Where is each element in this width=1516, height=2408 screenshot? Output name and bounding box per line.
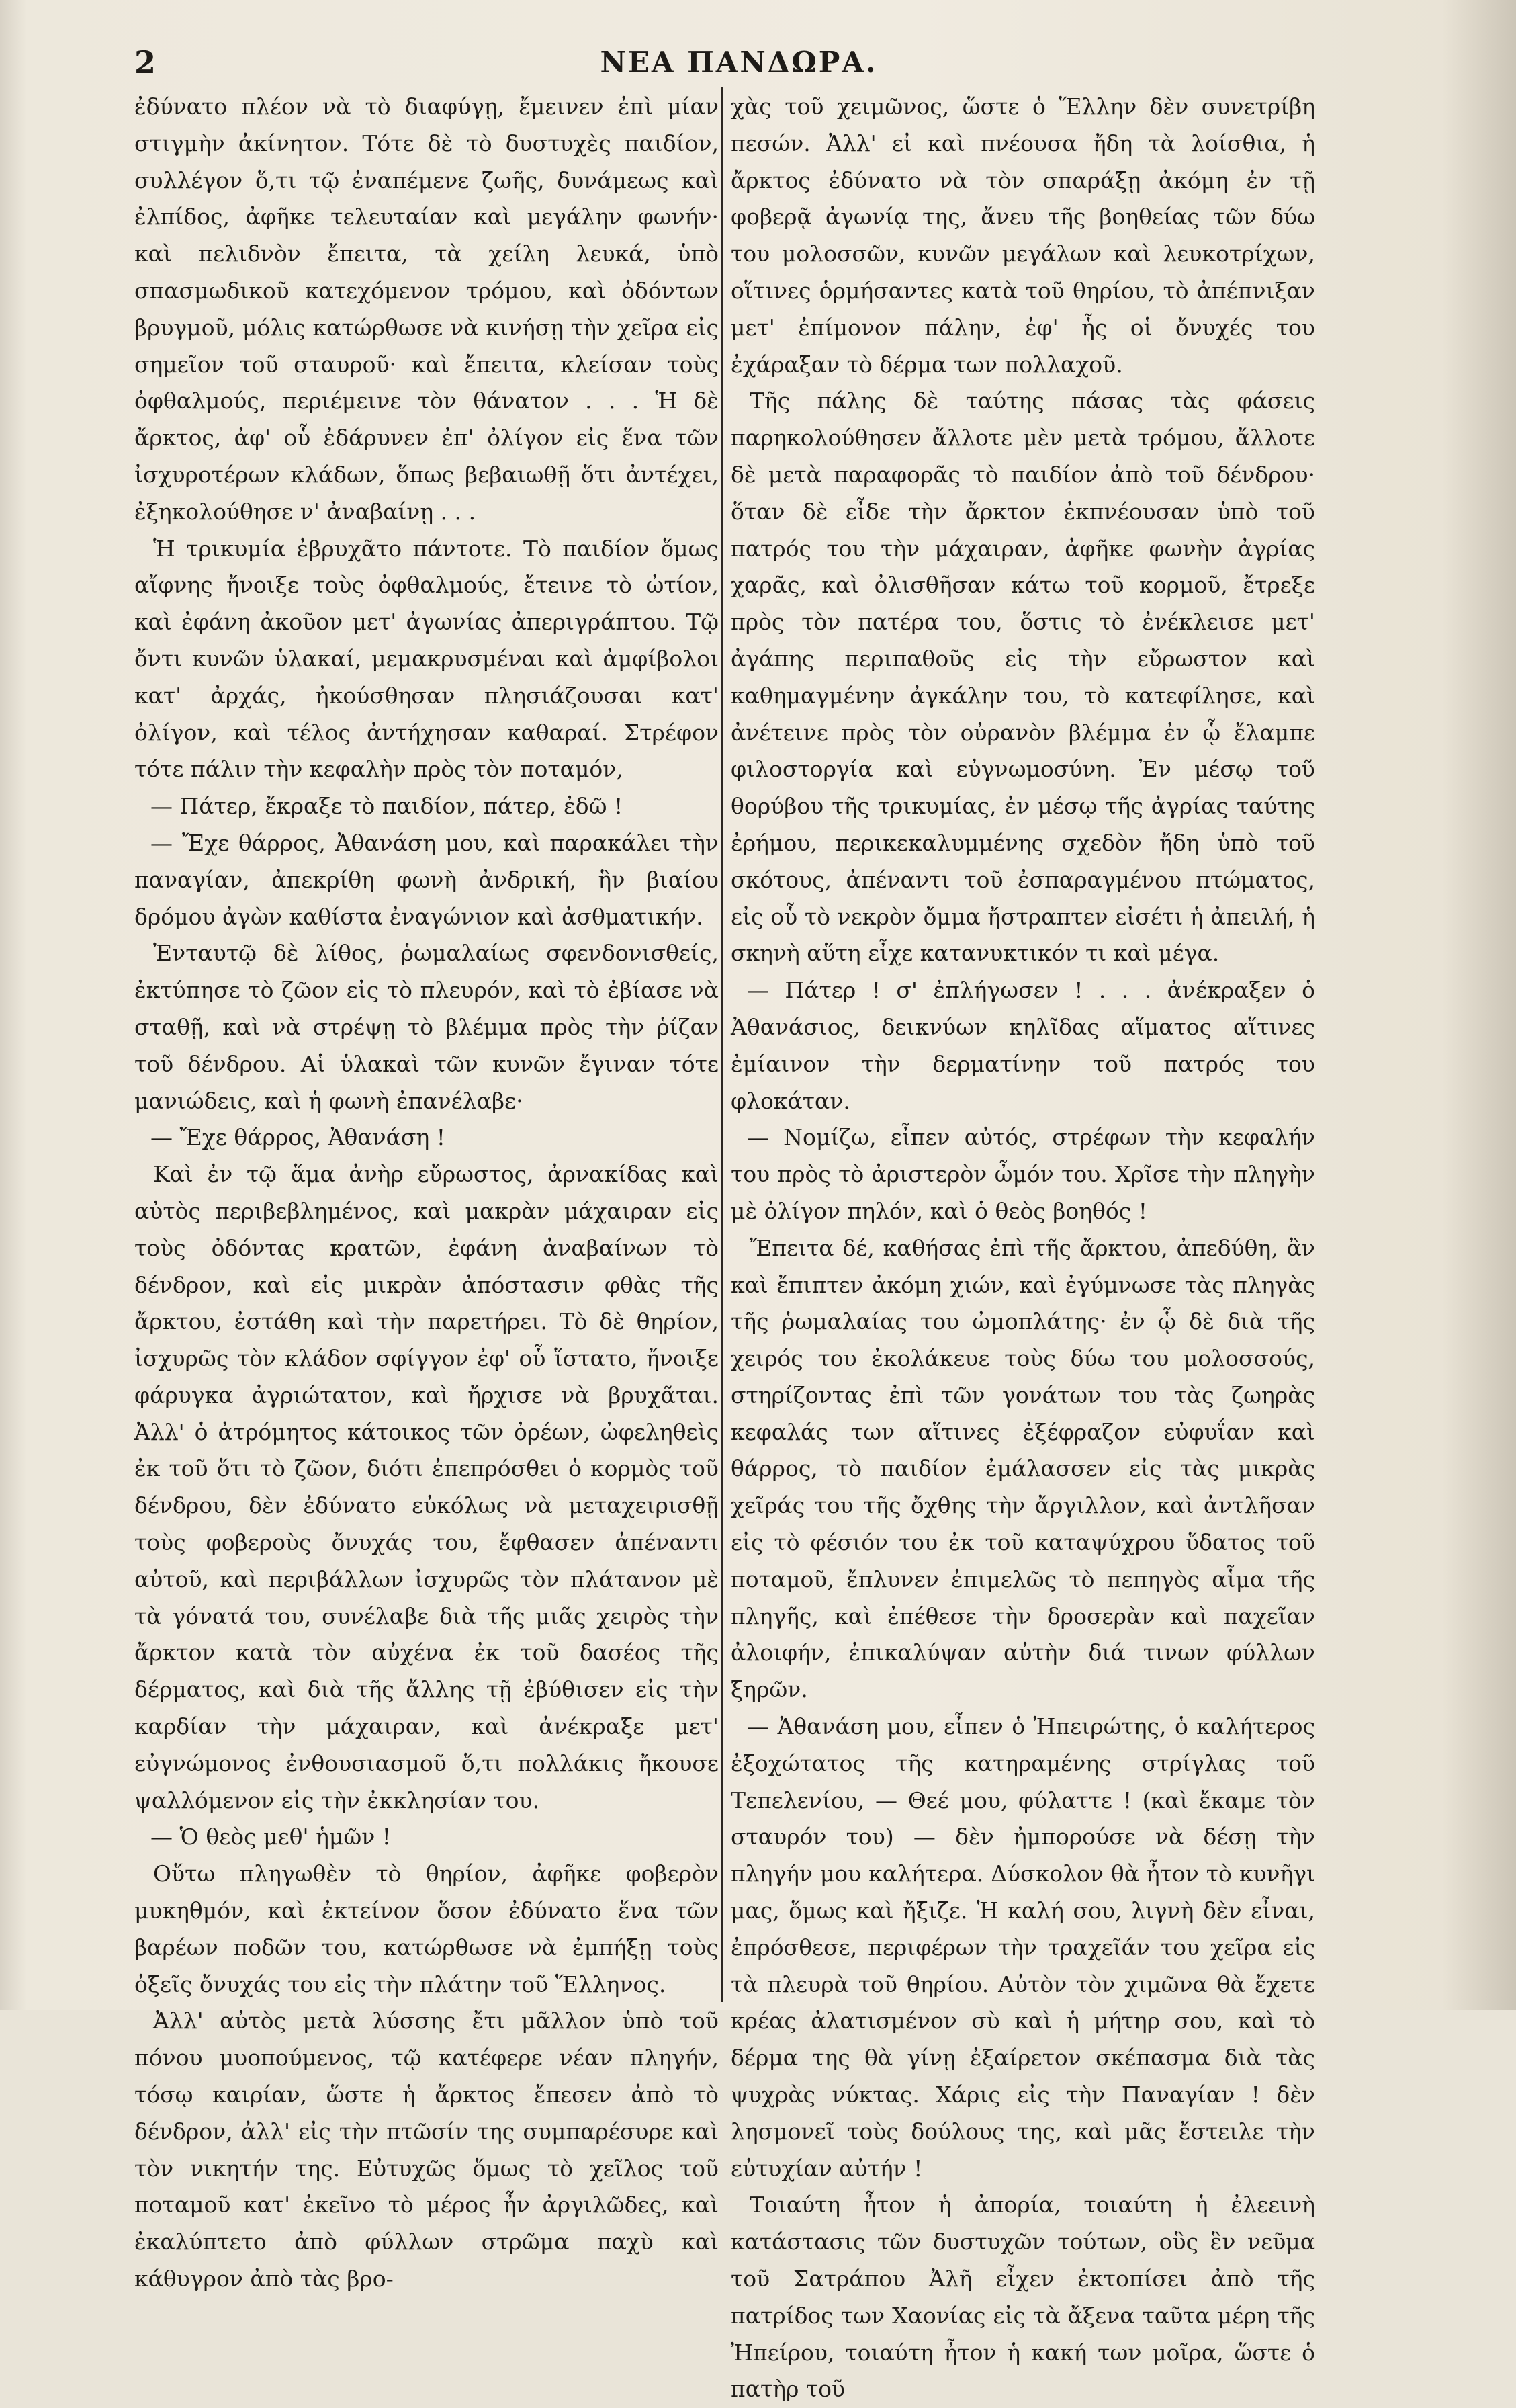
journal-title: ΝΕΑ ΠΑΝΔΩΡΑ.	[600, 46, 878, 79]
page-header	[134, 44, 1343, 91]
dialogue-line: — Πάτερ ! σ' ἐπλήγωσεν ! . . . ἀνέκραξεν ὁ Ἀθανάσιος, δεικνύων κηλῖδας αἵματος αἵτινες ἐμίαινον τὴν δερματίνην τοῦ πατρός του φλοκάταν.	[731, 977, 1315, 1114]
paragraph: Τῆς πάλης δὲ ταύτης πάσας τὰς φάσεις παρηκολούθησεν ἄλλοτε μὲν μετὰ τρόμου, ἄλλοτε δὲ μετὰ παραφορᾶς τὸ παιδίον ἀπὸ τοῦ δένδρου· ὅταν δὲ εἶδε τὴν ἄρκτον ἐκπνέουσαν ὑπὸ τοῦ πατρός του τὴν μάχαιραν, ἀφῆκε φωνὴν ἀγρίας χαρᾶς, καὶ ὀλισθῆσαν κάτω τοῦ κορμοῦ, ἔτρεξε πρὸς τὸν πατέρα του, ὅστις τὸ ἐνέκλεισε μετ' ἀγάπης περιπαθοῦς εἰς τὴν εὔρωστον καὶ καθημαγμένην ἀγκάλην του, τὸ κατεφίλησε, καὶ ἀνέτεινε πρὸς τὸν οὐρανὸν βλέμμα ἐν ᾧ ἔλαμπε φιλοστοργία καὶ εὐγνωμοσύνη. Ἐν μέσῳ τοῦ θορύβου τῆς τρικυμίας, ἐν μέσῳ τῆς ἀγρίας ταύτης ἐρήμου, περικεκαλυμμένης σχεδὸν ἤδη ὑπὸ τοῦ σκότους, ἀπέναντι τοῦ ἐσπαραγμένου πτώματος, εἰς οὗ τὸ νεκρὸν ὄμμα ἤστραπτεν εἰσέτι ἡ ἀπειλή, ἡ σκηνὴ αὕτη εἶχε κατανυκτικόν τι καὶ μέγα.	[731, 388, 1315, 967]
paragraph: ἐδύνατο πλέον νὰ τὸ διαφύγῃ, ἔμεινεν ἐπὶ μίαν στιγμὴν ἀκίνητον. Τότε δὲ τὸ δυστυχὲς παιδίον, συλλέγον ὅ,τι τῷ ἐναπέμενε ζωῆς, δυνάμεως καὶ ἐλπίδος, ἀφῆκε τελευταίαν καὶ μεγάλην φωνήν· καὶ πελιδνὸν ἔπειτα, τὰ χείλη λευκά, ὑπὸ σπασμωδικοῦ κατεχόμενον τρόμου, καὶ ὀδόντων βρυγμοῦ, μόλις κατώρθωσε νὰ κινήσῃ τὴν χεῖρα εἰς σημεῖον τοῦ σταυροῦ· καὶ ἔπειτα, κλείσαν τοὺς ὀφθαλμούς, περιέμεινε τὸν θάνατον . . . Ἡ δὲ ἄρκτος, ἀφ' οὗ ἐδάρυνεν ἐπ' ὀλίγον εἰς ἕνα τῶν ἰσχυροτέρων κλάδων, ὅπως βεβαιωθῇ ὅτι ἀντέχει, ἐξηκολούθησε ν' ἀναβαίνῃ . . .	[134, 93, 719, 525]
dialogue-line: — Πάτερ, ἔκραξε τὸ παιδίον, πάτερ, ἐδῶ !	[150, 793, 623, 820]
dialogue-line: — Νομίζω, εἶπεν αὐτός, στρέφων τὴν κεφαλήν του πρὸς τὸ ἀριστερὸν ὦμόν του. Χρῖσε τὴν πληγὴν μὲ ὀλίγον πηλόν, καὶ ὁ θεὸς βοηθός !	[731, 1124, 1315, 1224]
page-right-edge-shade	[1442, 0, 1516, 2010]
dialogue-line: — Ἔχε θάρρος, Ἀθανάση μου, καὶ παρακάλει τὴν παναγίαν, ἀπεκρίθη φωνὴ ἀνδρική, ἣν βιαίου δρόμου ἀγὼν καθίστα ἐναγώνιον καὶ ἀσθματικήν.	[134, 829, 719, 930]
paragraph: Καὶ ἐν τῷ ἅμα ἀνὴρ εὔρωστος, ἀρνακίδας καὶ αὐτὸς περιβεβλημένος, καὶ μακρὰν μάχαιραν εἰς τοὺς ὀδόντας κρατῶν, ἐφάνη ἀναβαίνων τὸ δένδρον, καὶ εἰς μικρὰν ἀπόστασιν φθὰς τῆς ἄρκτου, ἐστάθη καὶ τὴν παρετήρει. Τὸ δὲ θηρίον, ἰσχυρῶς τὸν κλάδον σφίγγον ἐφ' οὗ ἵστατο, ἤνοιξε φάρυγκα ἀγριώτατον, καὶ ἤρχισε νὰ βρυχᾶται. Ἀλλ' ὁ ἀτρόμητος κάτοικος τῶν ὀρέων, ὠφεληθεὶς ἐκ τοῦ ὅτι τὸ ζῶον, διότι ἐπεπρόσθει ὁ κορμὸς τοῦ δένδρου, δὲν ἐδύνατο εὐκόλως νὰ μεταχειρισθῇ τοὺς φοβεροὺς ὄνυχάς του, ἔφθασεν ἀπέναντι αὐτοῦ, καὶ περιβάλλων ἰσχυρῶς τὸν πλάτανον μὲ τὰ γόνατά του, συνέλαβε διὰ τῆς μιᾶς χειρὸς τὴν ἄρκτον κατὰ τὸν αὐχένα ἐκ τοῦ δασέος τῆς δέρματος, καὶ διὰ τῆς ἄλλης τῇ ἐβύθισεν εἰς τὴν καρδίαν τὴν μάχαιραν, καὶ ἀνέκραξε μετ' εὐγνώμονος ἐνθουσιασμοῦ ὅ,τι πολλάκις ἤκουσε ψαλλόμενον εἰς τὴν ἐκκλησίαν του.	[134, 1161, 719, 1813]
paragraph: Ἡ τρικυμία ἐβρυχᾶτο πάντοτε. Τὸ παιδίον ὅμως αἴφνης ἤνοιξε τοὺς ὀφθαλμούς, ἔτεινε τὸ ὠτίον, καὶ ἐφάνη ἀκοῦον μετ' ἀγωνίας ἀπεριγράπτου. Τῷ ὄντι κυνῶν ὑλακαί, μεμακρυσμέναι καὶ ἀμφίβολοι κατ' ἀρχάς, ἠκούσθησαν πλησιάζουσαι κατ' ὀλίγον, καὶ τέλος ἀντήχησαν καθαραί. Στρέφον τότε πάλιν τὴν κεφαλὴν πρὸς τὸν ποταμόν,	[134, 535, 719, 783]
paragraph: Οὕτω πληγωθὲν τὸ θηρίον, ἀφῆκε φοβερὸν μυκηθμόν, καὶ ἐκτείνον ὅσον ἐδύνατο ἕνα τῶν βαρέων ποδῶν του, κατώρθωσε νὰ ἐμπήξῃ τοὺς ὀξεῖς ὄνυχάς του εἰς τὴν πλάτην τοῦ Ἕλληνος.	[134, 1860, 719, 1997]
right-column	[731, 89, 1315, 2403]
paragraph: Ἐνταυτῷ δὲ λίθος, ῥωμαλαίως σφενδονισθείς, ἐκτύπησε τὸ ζῶον εἰς τὸ πλευρόν, καὶ τὸ ἐβίασε νὰ σταθῇ, καὶ νὰ στρέψῃ τὸ βλέμμα πρὸς τὴν ῥίζαν τοῦ δένδρου. Αἱ ὑλακαὶ τῶν κυνῶν ἔγιναν τότε μανιώδεις, καὶ ἡ φωνὴ ἐπανέλαβε·	[134, 940, 719, 1114]
dialogue-line: — Ὁ θεὸς μεθ' ἡμῶν !	[150, 1823, 392, 1850]
column-divider	[721, 87, 723, 2002]
paragraph: χὰς τοῦ χειμῶνος, ὥστε ὁ Ἕλλην δὲν συνετρίβη πεσών. Ἀλλ' εἰ καὶ πνέουσα ἤδη τὰ λοίσθια, ἡ ἄρκτος ἐδύνατο νὰ τὸν σπαράξῃ ἀκόμη ἐν τῇ φοβερᾷ ἀγωνίᾳ της, ἄνευ τῆς βοηθείας τῶν δύω του μολοσσῶν, κυνῶν μεγάλων καὶ λευκοτρίχων, οἵτινες ὁρμήσαντες κατὰ τοῦ θηρίου, τὸ ἀπέπνιξαν μετ' ἐπίμονον πάλην, ἐφ' ἧς οἱ ὄνυχές του ἐχάραξαν τὸ δέρμα των πολλαχοῦ.	[731, 93, 1315, 378]
dialogue-line: — Ἔχε θάρρος, Ἀθανάση !	[150, 1124, 446, 1151]
page-number: 2	[134, 44, 157, 81]
paragraph: Τοιαύτη ἦτον ἡ ἀπορία, τοιαύτη ἡ ἐλεεινὴ κατάστασις τῶν δυστυχῶν τούτων, οὓς ἓν νεῦμα τοῦ Σατράπου Ἀλῆ εἶχεν ἐκτοπίσει ἀπὸ τῆς πατρίδος των Χαονίας εἰς τὰ ἄξενα ταῦτα μέρη τῆς Ἠπείρου, τοιαύτη ἦτον ἡ κακή των μοῖρα, ὥστε ὁ πατὴρ τοῦ	[731, 2192, 1315, 2403]
paragraph: Ἔπειτα δέ, καθήσας ἐπὶ τῆς ἄρκτου, ἀπεδύθη, ἂν καὶ ἔπιπτεν ἀκόμη χιών, καὶ ἐγύμνωσε τὰς πληγὰς τῆς ῥωμαλαίας του ὠμοπλάτης· ἐν ᾧ δὲ διὰ τῆς χειρός του ἐκολάκευε τοὺς δύω του μολοσσούς, στηρίζοντας ἐπὶ τῶν γονάτων του τὰς ζωηρὰς κεφαλάς των αἵτινες ἐξέφραζον εὐφυΐαν καὶ θάρρος, τὸ παιδίον ἐμάλασσεν εἰς τὰς μικρὰς χεῖράς του τῆς ὄχθης τὴν ἄργιλλον, καὶ ἀντλῆσαν εἰς τὸ φέσιόν του ἐκ τοῦ καταψύχρου ὕδατος τοῦ ποταμοῦ, ἔπλυνεν ἐπιμελῶς τὸ πεπηγὸς αἷμα τῆς πληγῆς, καὶ ἐπέθεσε τὴν δροσερὰν καὶ παχεῖαν ἀλοιφήν, ἐπικαλύψαν αὐτὴν διά τινων φύλλων ξηρῶν.	[731, 1234, 1315, 1703]
left-column	[134, 89, 719, 2292]
paragraph: Ἀλλ' αὐτὸς μετὰ λύσσης ἔτι μᾶλλον ὑπὸ τοῦ πόνου μυοπούμενος, τῷ κατέφερε νέαν πληγήν, τόσῳ καιρίαν, ὥστε ἡ ἄρκτος ἔπεσεν ἀπὸ τὸ δένδρον, ἀλλ' εἰς τὴν πτῶσίν της συμπαρέσυρε καὶ τὸν νικητήν της. Εὐτυχῶς ὅμως τὸ χεῖλος τοῦ ποταμοῦ κατ' ἐκεῖνο τὸ μέρος ἦν ἀργιλῶδες, καὶ ἐκαλύπτετο ἀπὸ φύλλων στρῶμα παχὺ καὶ κάθυγρον ἀπὸ τὰς βρο-	[134, 2008, 719, 2292]
page-left-edge-shade	[0, 0, 27, 2010]
dialogue-line: — Ἀθανάση μου, εἶπεν ὁ Ἠπειρώτης, ὁ καλήτερος ἐξοχώτατος τῆς κατηραμένης στρίγλας τοῦ Τεπελενίου, — Θεέ μου, φύλαττε ! (καὶ ἔκαμε τὸν σταυρόν του) — δὲν ἠμπορούσε νὰ δέσῃ τὴν πληγήν μου καλήτερα. Δύσκολον θὰ ἦτον τὸ κυνῆγι μας, ὅμως καὶ ἤξιζε. Ἡ καλή σου, λιγνὴ δὲν εἶναι, ἐπρόσθεσε, περιφέρων τὴν τραχεῖάν του χεῖρα εἰς τὰ πλευρὰ τοῦ θηρίου. Αὐτὸν τὸν χιμῶνα θὰ ἔχετε κρέας ἀλατισμένον σὺ καὶ ἡ μήτηρ σου, καὶ τὸ δέρμα της θὰ γίνῃ ἐξαίρετον σκέπασμα διὰ τὰς ψυχρὰς νύκτας. Χάρις εἰς τὴν Παναγίαν ! δὲν λησμονεῖ τοὺς δούλους της, καὶ μᾶς ἔστειλε τὴν εὐτυχίαν αὐτήν !	[731, 1713, 1315, 2182]
